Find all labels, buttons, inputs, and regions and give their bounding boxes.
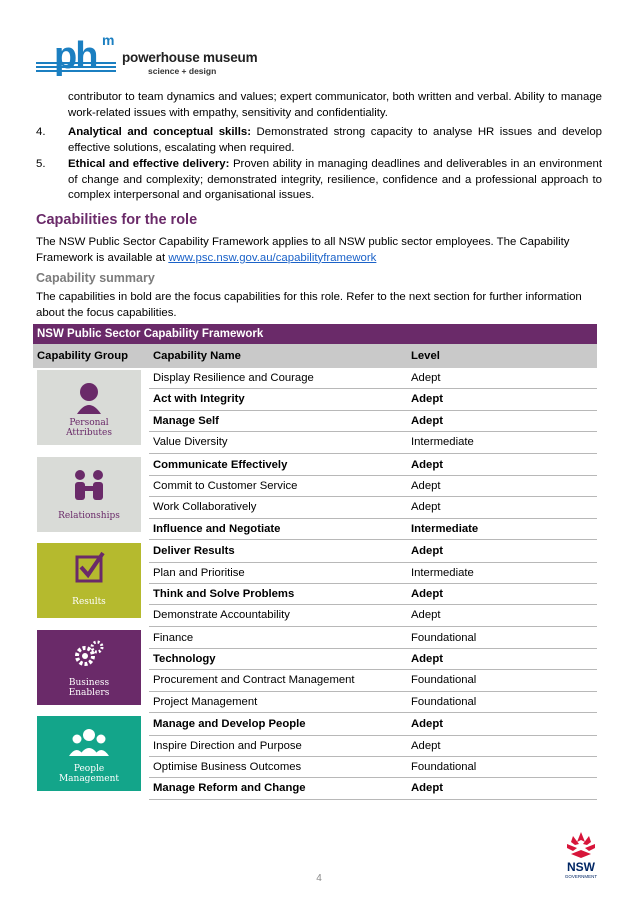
group-label-line: Enablers xyxy=(68,687,110,698)
capabilities-text: The NSW Public Sector Capability Framework applies to all NSW public sector employees. The Capability Framework is available at xyxy=(36,236,570,264)
people-group-icon xyxy=(37,720,141,764)
table-row xyxy=(149,692,597,713)
capability-name: Display Resilience and Courage xyxy=(153,372,314,384)
logo-mark: ph xyxy=(54,35,97,77)
capability-level: Adept xyxy=(411,501,441,514)
group-label-line: Results xyxy=(72,597,106,608)
capability-name: Commit to Customer Service xyxy=(153,479,298,492)
table-row xyxy=(149,411,597,432)
capability-name: Optimise Business Outcomes xyxy=(153,761,302,774)
capability-level: Adept xyxy=(411,545,444,558)
group-label-line: Management xyxy=(58,774,120,785)
capability-group-tile xyxy=(37,457,141,532)
logo-sup: m xyxy=(102,32,115,48)
col-capability-name: Capability Name xyxy=(153,350,241,362)
capability-level: Adept xyxy=(411,653,444,666)
capability-level: Intermediate xyxy=(411,566,474,579)
capability-name: Act with Integrity xyxy=(153,393,245,406)
table-row xyxy=(149,605,597,626)
table-row xyxy=(149,497,597,518)
capability-group xyxy=(33,541,597,628)
page-number: 4 xyxy=(316,873,322,884)
list-body: Proven ability in managing deadlines and deliverables in an environment of change and complexity; demonstrated integrity, resilience, confidence and a professional approach to complex interpersonal and organisational issues. xyxy=(68,158,602,201)
capability-level: Foundational xyxy=(411,695,477,708)
capability-level: Foundational xyxy=(411,631,477,644)
table-body xyxy=(33,368,597,801)
capability-name: Think and Solve Problems xyxy=(153,587,295,600)
capability-group-label xyxy=(37,678,141,698)
list-number: 5. xyxy=(36,158,46,170)
capability-group-tile xyxy=(37,716,141,791)
group-label-line: Relationships xyxy=(58,510,120,521)
capability-level: Adept xyxy=(411,718,444,731)
capability-level: Intermediate xyxy=(411,436,474,449)
intro-continuation: contributor to team dynamics and values; expert communicator, both written and verbal. Ability to manage work-related issues with empathy, sensitivity and confidentiality. xyxy=(68,91,602,119)
capability-name: Communicate Effectively xyxy=(153,458,288,471)
capability-level: Foundational xyxy=(411,761,477,774)
logo-name: powerhouse museum xyxy=(122,50,258,65)
capability-table xyxy=(33,324,597,801)
table-row xyxy=(149,455,597,476)
list-text xyxy=(68,125,602,156)
table-title: NSW Public Sector Capability Framework xyxy=(33,324,597,344)
table-row xyxy=(149,778,597,799)
waratah-icon xyxy=(567,832,595,858)
capability-name: Deliver Results xyxy=(153,545,235,558)
capability-level: Adept xyxy=(411,458,444,471)
group-label-line: Business xyxy=(68,677,110,688)
powerhouse-museum-logo xyxy=(36,34,266,82)
capability-level: Adept xyxy=(411,414,444,427)
col-level: Level xyxy=(411,350,440,362)
capability-name: Procurement and Contract Management xyxy=(153,674,355,687)
group-label-line: Attributes xyxy=(66,428,112,438)
capability-group xyxy=(33,714,597,801)
list-title: Ethical and effective delivery: xyxy=(68,158,230,170)
capability-name: Manage Reform and Change xyxy=(153,782,306,795)
capability-group-tile xyxy=(37,370,141,445)
people-pair-icon xyxy=(37,461,141,505)
government-text: GOVERNMENT xyxy=(564,874,598,879)
capability-level: Adept xyxy=(411,739,441,752)
capability-framework-link[interactable]: www.psc.nsw.gov.au/capabilityframework xyxy=(168,251,377,264)
nsw-text: NSW xyxy=(567,860,595,874)
table-header-row xyxy=(33,344,597,368)
list-title: Analytical and conceptual skills: xyxy=(68,126,252,138)
col-capability-group: Capability Group xyxy=(37,350,129,362)
capability-name: Project Management xyxy=(153,695,258,708)
capability-name: Influence and Negotiate xyxy=(153,522,281,535)
capability-group-label xyxy=(37,511,141,521)
checkbox-tick-icon xyxy=(37,547,141,591)
capability-group-label xyxy=(37,418,141,438)
capability-name: Plan and Prioritise xyxy=(153,566,245,579)
capability-summary-text: The capabilities in bold are the focus capabilities for this role. Refer to the next section for further information about the focus capabilities. xyxy=(36,291,582,319)
table-row xyxy=(149,714,597,735)
capability-level: Intermediate xyxy=(411,522,479,535)
capability-group xyxy=(33,628,597,715)
capability-level: Adept xyxy=(411,372,441,384)
list-body: Demonstrated strong capacity to analyse HR issues and develop effective solutions, escalating when required. xyxy=(68,126,602,154)
table-row xyxy=(149,628,597,649)
capability-group-label xyxy=(37,597,141,607)
table-row xyxy=(149,670,597,691)
capabilities-paragraph xyxy=(36,235,602,266)
gears-icon xyxy=(37,634,141,678)
logo-tagline: science + design xyxy=(148,66,217,76)
capability-group xyxy=(33,368,597,455)
table-row xyxy=(149,563,597,584)
capability-name: Inspire Direction and Purpose xyxy=(153,739,302,752)
capability-name: Finance xyxy=(153,631,194,644)
person-head-icon xyxy=(37,374,141,418)
group-label-line: People xyxy=(73,764,105,775)
capability-name: Value Diversity xyxy=(153,436,228,449)
capability-name: Manage Self xyxy=(153,414,219,427)
table-row xyxy=(149,432,597,453)
capabilities-heading: Capabilities for the role xyxy=(36,212,198,228)
table-row xyxy=(149,541,597,562)
capability-group-tile xyxy=(37,630,141,705)
group-label-line: Personal xyxy=(69,418,109,428)
table-row xyxy=(149,368,597,389)
capability-level: Adept xyxy=(411,393,444,406)
capability-level: Adept xyxy=(411,782,444,795)
capability-group xyxy=(33,455,597,542)
table-row xyxy=(149,584,597,605)
list-text xyxy=(68,157,602,204)
table-row xyxy=(149,757,597,778)
capability-level: Foundational xyxy=(411,674,477,687)
table-row xyxy=(149,476,597,497)
table-row xyxy=(149,736,597,757)
capability-summary-heading: Capability summary xyxy=(36,271,155,285)
capability-name: Work Collaboratively xyxy=(153,501,257,514)
capability-level: Adept xyxy=(411,479,441,492)
table-row xyxy=(149,649,597,670)
capability-name: Technology xyxy=(153,653,216,666)
capability-name: Manage and Develop People xyxy=(153,718,306,731)
table-row xyxy=(149,389,597,410)
nsw-government-logo xyxy=(551,828,611,884)
capability-group-label xyxy=(37,764,141,784)
capability-level: Adept xyxy=(411,587,444,600)
capability-name: Demonstrate Accountability xyxy=(153,609,290,622)
table-row xyxy=(149,519,597,540)
capability-group-tile xyxy=(37,543,141,618)
list-number: 4. xyxy=(36,126,46,138)
capability-level: Adept xyxy=(411,609,441,622)
